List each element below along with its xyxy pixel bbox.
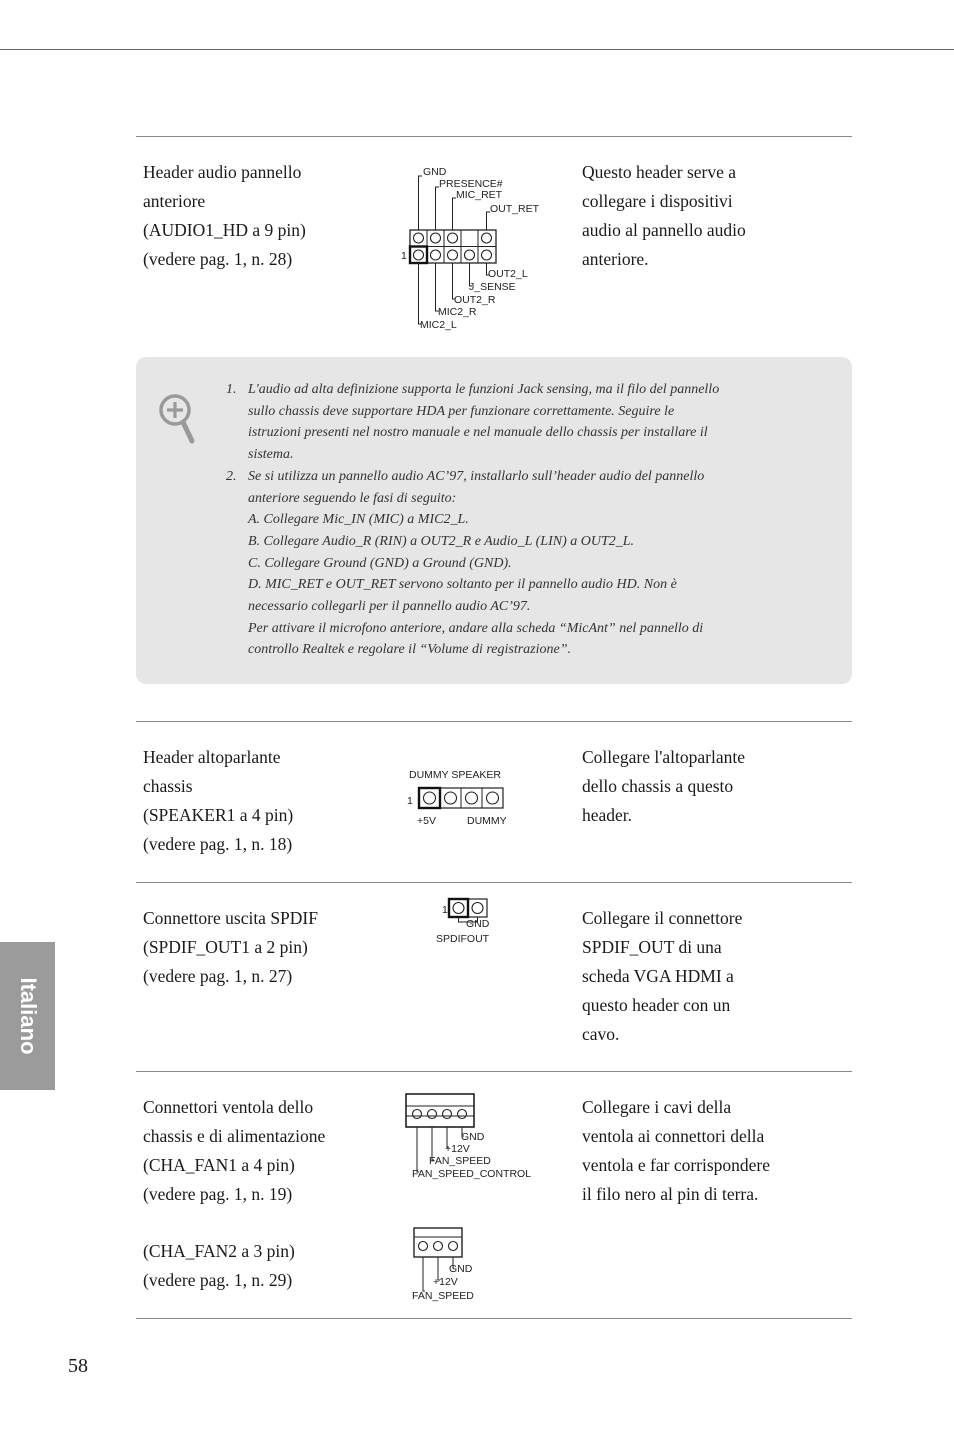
speaker-label-5v: +5V <box>417 815 436 827</box>
audio-label-out2-r: OUT2_R <box>454 294 496 306</box>
spdif-desc-line: scheda VGA HDMI a <box>582 966 734 986</box>
note-line: sistema. <box>248 447 294 463</box>
fan-desc-line: il filo nero al pin di terra. <box>582 1184 759 1204</box>
fan3-header-diagram <box>408 1225 508 1305</box>
note-number: 1. <box>226 382 237 397</box>
speaker-title-line: (SPEAKER1 a 4 pin) <box>143 805 294 825</box>
fan-title-cha-fan2 <box>143 1237 295 1295</box>
audio-label-gnd: GND <box>423 166 447 178</box>
audio-desc-line: anteriore. <box>582 249 649 269</box>
note-line: controllo Realtek e regolare il “Volume di registrazione”. <box>248 642 571 658</box>
spdif-title <box>143 904 318 991</box>
audio-label-mic-ret: MIC_RET <box>456 189 503 201</box>
spdif-desc-line: SPDIF_OUT di una <box>582 937 722 957</box>
fan-title-line: (vedere pag. 1, n. 19) <box>143 1184 293 1204</box>
note-line: L'audio ad alta definizione supporta le funzioni Jack sensing, ma il filo del pannello <box>248 382 720 397</box>
spdif-desc-line: Collegare il connettore <box>582 908 743 928</box>
note-line: sullo chassis deve supportare HDA per funzionare correttamente. Seguire le <box>248 403 675 419</box>
audio-title <box>143 158 306 274</box>
spdif-header-diagram <box>432 896 512 948</box>
speaker-header-diagram <box>403 764 533 830</box>
speaker-title-line: Header altoparlante <box>143 747 281 767</box>
audio-desc-line: collegare i dispositivi <box>582 191 733 211</box>
page-number: 58 <box>68 1355 88 1377</box>
note-line: anteriore seguendo le fasi di seguito: <box>248 490 457 506</box>
fan4-label-control: FAN_SPEED_CONTROL <box>412 1168 532 1180</box>
fan4-header-diagram <box>404 1092 544 1184</box>
note-line: Se si utilizza un pannello audio AC’97, installarlo sull’header audio del pannello <box>248 468 705 484</box>
spdif-title-line: Connettore uscita SPDIF <box>143 908 318 928</box>
fan-title-line: chassis e di alimentazione <box>143 1126 326 1146</box>
speaker-label-top: DUMMY SPEAKER <box>409 769 501 781</box>
fan-description <box>582 1093 770 1209</box>
fan-desc-line: Collegare i cavi della <box>582 1097 732 1117</box>
audio-label-j-sense: J_SENSE <box>469 281 516 293</box>
audio-description <box>582 158 746 274</box>
speaker-description <box>582 743 745 830</box>
section-divider-bottom <box>136 1318 852 1319</box>
audio-desc-line: Questo header serve a <box>582 162 737 182</box>
note-number: 2. <box>226 468 237 484</box>
spdif-desc-line: cavo. <box>582 1024 620 1044</box>
spdif-title-line: (vedere pag. 1, n. 27) <box>143 966 293 986</box>
audio-label-mic2-l: MIC2_L <box>420 319 457 331</box>
note-item-1 <box>226 379 786 466</box>
audio-label-pin1: 1 <box>401 250 407 262</box>
speaker-title <box>143 743 293 859</box>
fan-desc-line: ventola ai connettori della <box>582 1126 765 1146</box>
audio-header-diagram <box>398 162 548 337</box>
fan4-label-speed: FAN_SPEED <box>429 1155 491 1167</box>
spdif-label-spdifout: SPDIFOUT <box>436 933 490 945</box>
fan-title-line: (CHA_FAN2 a 3 pin) <box>143 1241 295 1261</box>
audio-label-out2-l: OUT2_L <box>488 268 528 280</box>
language-side-tab <box>0 942 55 1090</box>
spdif-label-pin1: 1 <box>442 904 448 916</box>
audio-title-line: (vedere pag. 1, n. 28) <box>143 249 293 269</box>
fan-title-line: (vedere pag. 1, n. 29) <box>143 1270 293 1290</box>
note-item-2 <box>226 466 786 661</box>
section-divider-speaker <box>136 721 852 722</box>
audio-title-line: Header audio pannello <box>143 162 302 182</box>
audio-label-out-ret: OUT_RET <box>490 203 540 215</box>
speaker-label-dummy: DUMMY <box>467 815 507 827</box>
fan3-label-speed: FAN_SPEED <box>412 1290 474 1302</box>
audio-title-line: (AUDIO1_HD a 9 pin) <box>143 220 306 240</box>
speaker-desc-line: Collegare l'altoparlante <box>582 747 746 767</box>
fan-title-line: Connettori ventola dello <box>143 1097 314 1117</box>
section-divider-spdif <box>136 882 852 883</box>
spdif-desc-line: questo header con un <box>582 995 731 1015</box>
note-line: istruzioni presenti nel nostro manuale e nel manuale dello chassis per installare il <box>248 425 708 441</box>
note-line: Per attivare il microfono anteriore, andare alla scheda “MicAnt” nel pannello di <box>248 620 704 636</box>
speaker-desc-line: header. <box>582 805 633 825</box>
audio-desc-line: audio al pannello audio <box>582 220 746 240</box>
note-line: C. Collegare Ground (GND) a Ground (GND). <box>248 555 512 571</box>
spdif-title-line: (SPDIF_OUT1 a 2 pin) <box>143 937 308 957</box>
fan-desc-line: ventola e far corrispondere <box>582 1155 771 1175</box>
spdif-description <box>582 904 742 1049</box>
audio-label-mic2-r: MIC2_R <box>438 306 477 318</box>
fan-title-line: (CHA_FAN1 a 4 pin) <box>143 1155 295 1175</box>
speaker-title-line: chassis <box>143 776 193 796</box>
note-line: D. MIC_RET e OUT_RET servono soltanto per il pannello audio HD. Non è <box>248 577 677 593</box>
fan-title <box>143 1093 325 1209</box>
fan3-label-gnd: GND <box>449 1263 473 1275</box>
audio-title-line: anteriore <box>143 191 206 211</box>
fan3-label-12v: +12V <box>433 1276 458 1288</box>
fan4-label-gnd: GND <box>461 1131 485 1143</box>
speaker-title-line: (vedere pag. 1, n. 18) <box>143 834 293 854</box>
audio-label-presence: PRESENCE# <box>439 178 503 190</box>
note-line: A. Collegare Mic_IN (MIC) a MIC2_L. <box>248 512 469 528</box>
spdif-label-gnd: GND <box>466 918 490 930</box>
section-divider-audio <box>136 136 852 137</box>
side-tab-label: Italiano <box>15 977 41 1055</box>
speaker-desc-line: dello chassis a questo <box>582 776 734 796</box>
top-border <box>0 49 954 50</box>
note-line: B. Collegare Audio_R (RIN) a OUT2_R e Audio_L (LIN) a OUT2_L. <box>248 533 635 549</box>
note-line: necessario collegarli per il pannello audio AC’97. <box>248 599 531 615</box>
notes-list <box>226 379 786 661</box>
fan4-label-12v: +12V <box>445 1143 470 1155</box>
speaker-label-pin1: 1 <box>407 795 413 807</box>
magnifier-plus-icon <box>158 393 198 445</box>
section-divider-fan <box>136 1071 852 1072</box>
